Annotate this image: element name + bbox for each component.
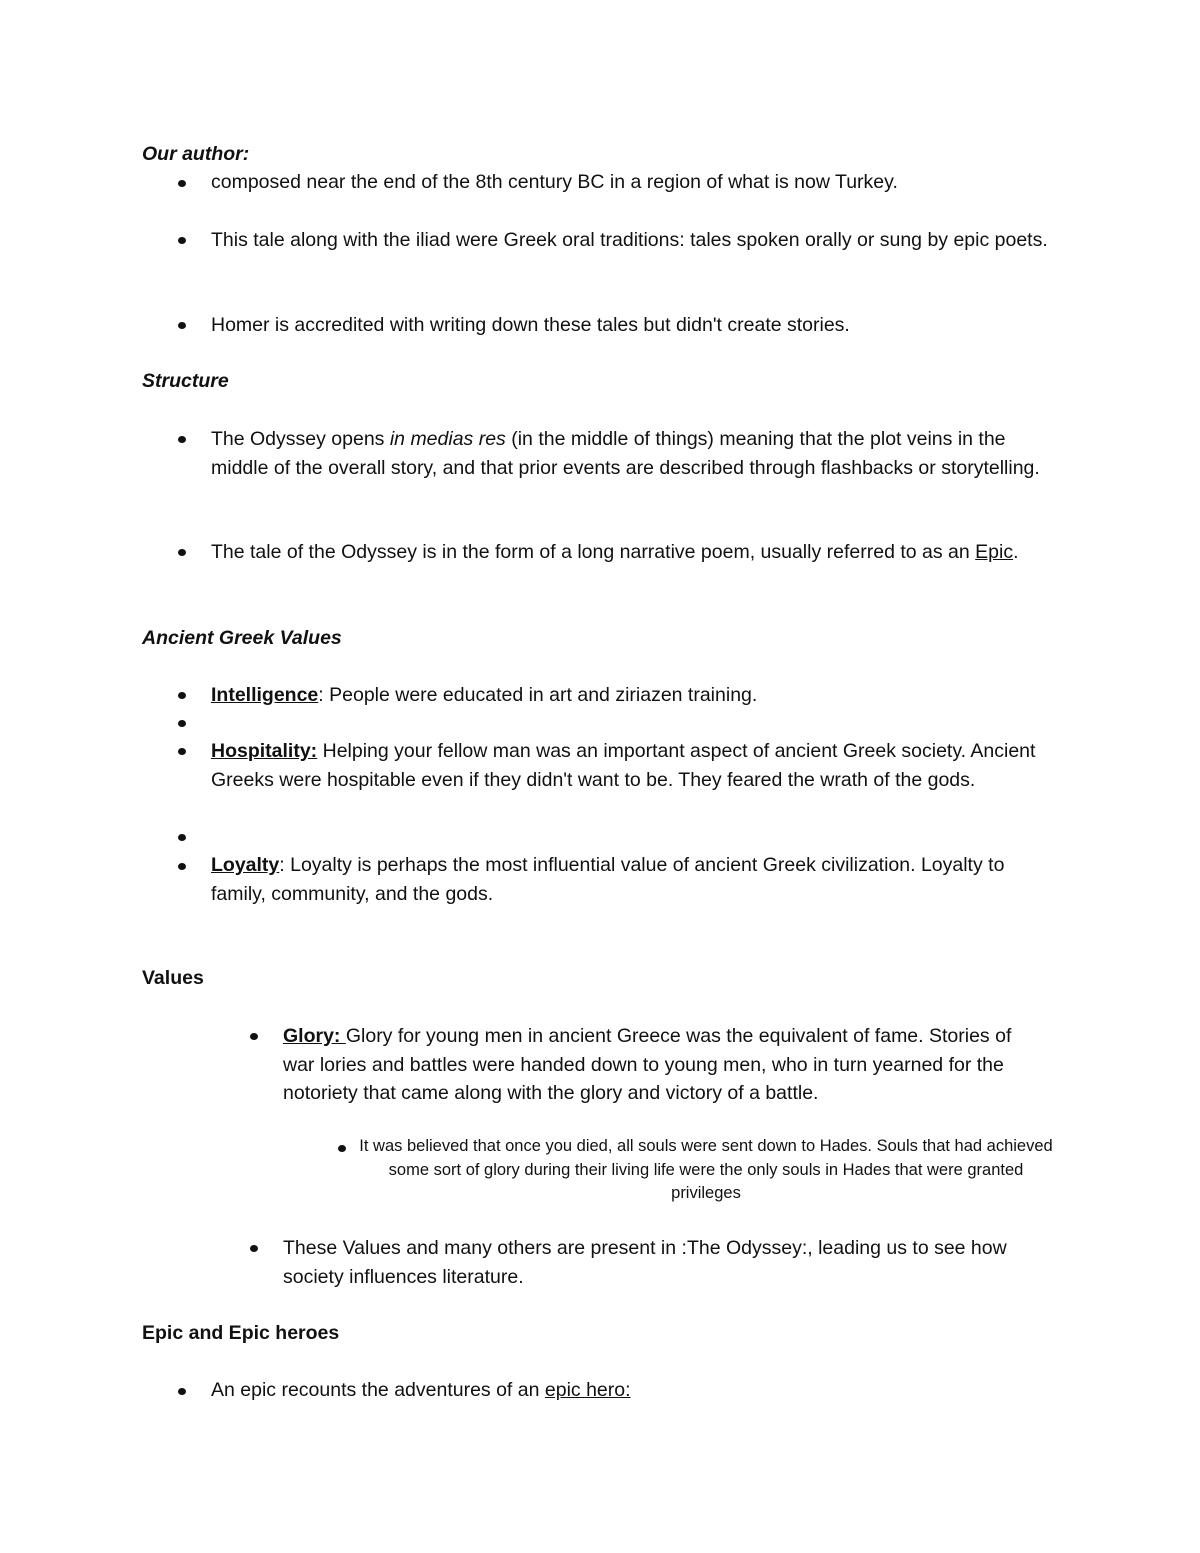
glory-term: Glory:: [283, 1025, 346, 1047]
structure-item-1-pre: The Odyssey opens: [211, 428, 390, 450]
loyalty-term: Loyalty: [211, 854, 280, 876]
bullet: [178, 1388, 186, 1395]
heading-our-author: Our author:: [142, 143, 250, 165]
heading-epic-heroes: Epic and Epic heroes: [142, 1322, 340, 1344]
intelligence-term: Intelligence: [211, 684, 319, 706]
loyalty-text: : Loyalty is perhaps the most influential value of ancient Greek civilization. Loyalty to family, community, and the gods.: [211, 854, 1005, 905]
hospitality-item: [211, 737, 1061, 794]
bullet: [338, 1145, 346, 1152]
structure-item-1: [211, 425, 1061, 482]
structure-item-2-pre: The tale of the Odyssey is in the form of a long narrative poem, usually referred to as an: [211, 541, 976, 563]
heading-values: Values: [142, 967, 204, 989]
author-item-2: This tale along with the iliad were Greek oral traditions: tales spoken orally or sung by epic poets.: [211, 229, 1048, 251]
loyalty-item: [211, 851, 1021, 908]
bullet: [250, 1245, 258, 1252]
bullet-empty: [178, 720, 186, 727]
bullet-empty: [178, 834, 186, 841]
epic-item-pre: An epic recounts the adventures of an: [211, 1379, 545, 1401]
bullet: [178, 748, 186, 755]
heading-structure: Structure: [142, 370, 229, 392]
bullet: [178, 549, 186, 556]
bullet: [178, 436, 186, 443]
in-medias-res: in medias res: [389, 428, 506, 450]
hospitality-text: Helping your fellow man was an important aspect of ancient Greek society. Ancient Greeks were hospitable even if they didn't want to be. They feared the wrath of the gods.: [211, 740, 1036, 791]
hades-item: It was believed that once you died, all souls were sent down to Hades. Souls that had achieved some sort of glory during their living life were the only souls in Hades that were granted privileges: [359, 1137, 1053, 1202]
heading-ancient-greek-values: Ancient Greek Values: [142, 627, 342, 649]
bullet: [178, 237, 186, 244]
bullet: [250, 1033, 258, 1040]
author-item-3: Homer is accredited with writing down these tales but didn't create stories.: [211, 314, 850, 336]
structure-item-2: [211, 538, 1061, 567]
bullet: [178, 322, 186, 329]
structure-item-2-post: .: [1013, 541, 1019, 563]
bullet: [178, 180, 186, 187]
bullet: [178, 863, 186, 870]
author-item-1: composed near the end of the 8th century BC in a region of what is now Turkey.: [211, 171, 898, 193]
epic-link[interactable]: Epic: [975, 541, 1014, 563]
glory-item: [283, 1022, 1043, 1108]
glory-text: Glory for young men in ancient Greece was the equivalent of fame. Stories of war lories and battles were handed down to young men, who in turn yearned for the notoriety that came along with the glory and victory of a battle.: [283, 1025, 1012, 1104]
structure-item-1-post: (in the middle of things) meaning that the plot veins in the middle of the overall story, and that prior events are described through flashbacks or storytelling.: [211, 428, 1040, 479]
epic-hero-link[interactable]: epic hero:: [544, 1379, 631, 1401]
intelligence-item: [211, 681, 1071, 710]
intelligence-text: : People were educated in art and ziriazen training.: [318, 684, 758, 706]
epic-item: [211, 1376, 1071, 1405]
present-item: These Values and many others are present in :The Odyssey:, leading us to see how society influences literature.: [283, 1237, 1007, 1288]
hospitality-term: Hospitality:: [211, 740, 318, 762]
bullet: [178, 692, 186, 699]
